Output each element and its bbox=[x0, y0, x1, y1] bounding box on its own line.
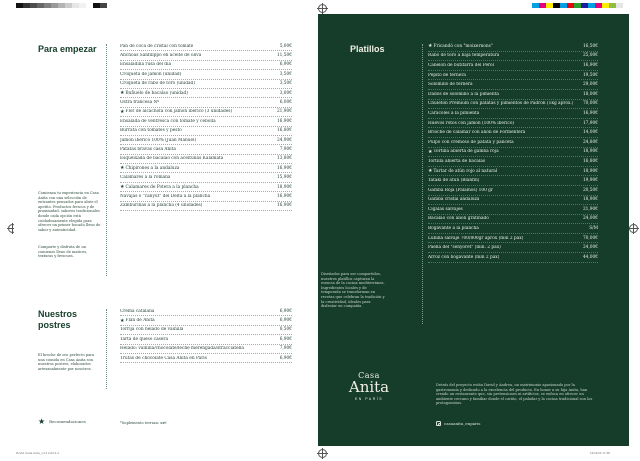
registration-mark-icon bbox=[318, 449, 327, 458]
menu-item bbox=[428, 253, 598, 263]
logo-casa: Casa bbox=[358, 371, 380, 380]
menu-page-left bbox=[14, 14, 316, 446]
menu-item-price: 25,00€ bbox=[582, 53, 598, 59]
menu-item bbox=[120, 80, 292, 89]
menu-item bbox=[428, 157, 598, 167]
menu-item-label: Burrata con tomates y pesto bbox=[120, 128, 182, 134]
color-swatch bbox=[100, 3, 107, 8]
menu-item-price: 18,90€ bbox=[582, 197, 598, 203]
menu-item-name bbox=[120, 156, 223, 161]
menu-item bbox=[428, 109, 598, 119]
menu-item-label: Croqueta de rabo de toro (unidad) bbox=[120, 81, 195, 87]
menu-item-name bbox=[120, 356, 207, 361]
menu-item-label: Flan de Anita bbox=[125, 318, 155, 324]
menu-item-label: Pepito de ternera bbox=[428, 72, 466, 78]
menu-item-name bbox=[428, 82, 473, 87]
color-swatch bbox=[574, 3, 581, 8]
menu-item bbox=[120, 183, 292, 192]
menu-item bbox=[428, 71, 598, 81]
menu-item-price: 19,90€ bbox=[582, 178, 598, 184]
menu-item bbox=[120, 307, 292, 316]
menu-item-name bbox=[428, 207, 463, 212]
footnote-suplemento: *Suplemento terraza: xx€ bbox=[120, 421, 167, 425]
menu-item-price: 3,50€ bbox=[279, 71, 292, 77]
menu-item-price: 16,80€ bbox=[276, 128, 292, 134]
menu-item bbox=[428, 128, 598, 138]
menu-item-price: 24,90€ bbox=[276, 137, 292, 143]
menu-item-price: 8,50€ bbox=[279, 327, 292, 333]
star-icon: ★ bbox=[120, 108, 125, 115]
menu-item-label: Gamba cristal andaluza bbox=[428, 197, 480, 203]
menu-item-price: 6,90€ bbox=[279, 62, 292, 68]
legend-recomendaciones bbox=[38, 417, 86, 426]
menu-item-price: 18,00€ bbox=[582, 91, 598, 97]
menu-item-price: 6,90€ bbox=[279, 355, 292, 361]
menu-item-label: Caracoles a la pimienta bbox=[428, 110, 480, 116]
menu-item-label: Calamares a la romana bbox=[120, 175, 171, 181]
menu-item bbox=[120, 61, 292, 70]
menu-item-label: Canelón de butifarra del Perol bbox=[428, 62, 495, 68]
menu-item bbox=[428, 90, 598, 100]
menu-item-name bbox=[120, 165, 179, 171]
menu-item bbox=[120, 70, 292, 79]
menu-item-price: S/M bbox=[589, 226, 598, 232]
menu-item bbox=[120, 136, 292, 145]
star-icon: ★ bbox=[38, 417, 46, 426]
menu-item bbox=[428, 243, 598, 253]
color-swatch bbox=[16, 3, 23, 8]
menu-item-name bbox=[120, 337, 168, 342]
star-icon: ★ bbox=[120, 317, 125, 324]
menu-item bbox=[120, 316, 292, 325]
menu-item-label: Trufas de chocolate Casa Anita en París bbox=[120, 355, 207, 361]
menu-item-price: 16,90€ bbox=[276, 203, 292, 209]
menu-item bbox=[120, 108, 292, 117]
menu-item-price: 6,90€ bbox=[279, 308, 292, 314]
menu-item-name bbox=[120, 194, 210, 199]
menu-item-price: 16,90€ bbox=[582, 110, 598, 116]
platillos-paragraph: Diseñados para ser compartidos, nuestros platillos capturan la esencia de la cocina mediterránea. Ingredientes locales y de temporada se transforman en recetas que celebran la tradición y la creatividad, ideales para disfrutar en compañía. bbox=[321, 272, 385, 309]
menu-item bbox=[120, 127, 292, 136]
instagram-label: casaanita_enparis bbox=[444, 421, 481, 426]
color-swatch bbox=[602, 3, 609, 8]
menu-item-name bbox=[428, 216, 489, 221]
color-swatch bbox=[93, 3, 100, 8]
menu-item bbox=[120, 89, 292, 98]
menu-item-price: 13,80€ bbox=[276, 156, 292, 162]
color-swatch bbox=[86, 3, 93, 8]
registration-mark-icon bbox=[318, 4, 327, 13]
print-slug-right: 12/11/24 17:48 bbox=[590, 451, 610, 455]
menu-item bbox=[428, 61, 598, 71]
color-swatch bbox=[58, 3, 65, 8]
menu-item-price: 6,90€ bbox=[279, 336, 292, 342]
menu-item-label: Lubina salvaje 700/800gr aprox (min 2 pax) bbox=[428, 235, 524, 241]
menu-item bbox=[428, 234, 598, 244]
menu-item-name bbox=[120, 175, 170, 180]
menu-item-price: 17,90€ bbox=[582, 120, 598, 126]
menu-item-name bbox=[120, 203, 202, 208]
menu-item bbox=[428, 176, 598, 186]
menu-item-name bbox=[428, 159, 485, 164]
color-swatch bbox=[51, 3, 58, 8]
menu-item-name bbox=[428, 53, 499, 58]
menu-item-name bbox=[428, 140, 514, 145]
menu-list-platillos bbox=[428, 42, 598, 263]
menu-list-para-empezar bbox=[120, 42, 292, 211]
menu-item-name bbox=[120, 346, 244, 351]
divider-vertical bbox=[106, 44, 107, 276]
color-swatch bbox=[65, 3, 72, 8]
menu-item-label: Anchoas Sanfilippo en aceite de oliva bbox=[120, 53, 202, 59]
menu-item bbox=[120, 354, 292, 363]
menu-item-price: 70,00€ bbox=[582, 235, 598, 241]
menu-item-label: Ensalada de ventresca con tomate y cebolla bbox=[120, 118, 216, 124]
color-bar-left bbox=[16, 3, 107, 8]
menu-item-label: Tarta de queso casera bbox=[120, 336, 169, 342]
menu-item-label: Croqueta de jamón (unidad) bbox=[120, 71, 182, 77]
instagram-handle[interactable] bbox=[436, 421, 480, 426]
menu-item-name bbox=[120, 119, 216, 124]
menu-item-label: Pulpo con cremoso de patata y panceta bbox=[428, 139, 514, 145]
menu-page-right bbox=[318, 14, 629, 446]
menu-item-name bbox=[428, 226, 479, 231]
menu-item-label: Navajas o "canyut" del Delta a la plancha bbox=[120, 193, 211, 199]
menu-item-label: Cigalas salvajes bbox=[428, 206, 463, 212]
menu-item bbox=[428, 119, 598, 129]
color-swatch bbox=[567, 3, 574, 8]
menu-item-price: 6,90€ bbox=[279, 318, 292, 324]
menu-item-price: 18,90€ bbox=[582, 149, 598, 155]
menu-item-price: 16,90€ bbox=[582, 62, 598, 68]
menu-item-price: 16,50€ bbox=[582, 43, 598, 49]
menu-item-name bbox=[120, 128, 182, 133]
menu-item bbox=[428, 205, 598, 215]
section-title-postres-2: postres bbox=[38, 320, 71, 330]
color-swatch bbox=[44, 3, 51, 8]
menu-item-name bbox=[120, 81, 195, 86]
menu-item-name bbox=[120, 184, 199, 190]
menu-item bbox=[120, 173, 292, 182]
section-title-postres-1: Nuestros bbox=[38, 309, 78, 319]
menu-item-label: Huevos rotos con jamón (100% ibérico) bbox=[428, 120, 515, 126]
star-icon: ★ bbox=[428, 168, 433, 175]
menu-item bbox=[120, 335, 292, 344]
menu-item-label: Flor de alcachofa con jamón ibérico (3 unidades) bbox=[125, 109, 233, 115]
menu-item-price: 21,90€ bbox=[582, 206, 598, 212]
menu-item-label: Chuletón Premium con patatas y pimientos de Padrón (1kg aprox.) bbox=[428, 101, 574, 107]
menu-item-name bbox=[120, 309, 154, 314]
menu-item-name bbox=[120, 109, 232, 115]
star-icon: ★ bbox=[120, 165, 125, 172]
menu-item-label: Crema catalana bbox=[120, 308, 155, 314]
menu-item-name bbox=[428, 149, 499, 155]
color-swatch bbox=[616, 3, 623, 8]
menu-item bbox=[120, 51, 292, 60]
menu-item-label: Zamburiñas a la plancha (4 unidades) bbox=[120, 203, 203, 209]
menu-item-name bbox=[120, 44, 193, 49]
menu-item-price: 11,50€ bbox=[276, 53, 292, 59]
menu-item-label: Chipirones a la andaluza bbox=[125, 165, 180, 171]
star-icon: ★ bbox=[428, 43, 433, 50]
menu-item-price: 70,00€ bbox=[582, 101, 598, 107]
menu-item-price: 5,00€ bbox=[279, 43, 292, 49]
menu-item-price: 16,90€ bbox=[276, 193, 292, 199]
menu-item bbox=[428, 80, 598, 90]
menu-item-label: Paella del "senyoret" (mín. 2 pax) bbox=[428, 245, 501, 251]
menu-item-label: Esqueixada de bacalao con aceitunas Kalamata bbox=[120, 156, 224, 162]
menu-item-price: 24,80€ bbox=[582, 139, 598, 145]
menu-item-name bbox=[428, 255, 499, 260]
menu-item bbox=[428, 186, 598, 196]
star-icon: ★ bbox=[428, 148, 433, 155]
menu-item-price: 7,90€ bbox=[279, 146, 292, 152]
menu-item-name bbox=[120, 138, 196, 143]
menu-item-name bbox=[428, 43, 493, 49]
menu-item bbox=[120, 345, 292, 354]
menu-item bbox=[428, 100, 598, 110]
menu-item-price: 24,00€ bbox=[582, 245, 598, 251]
menu-item-label: Bogavante a la plancha bbox=[428, 226, 479, 232]
menu-item bbox=[120, 42, 292, 51]
menu-item-label: Brioche de calamar con alioli de Formentera bbox=[428, 130, 526, 136]
menu-item bbox=[120, 192, 292, 201]
section-title-platillos: Platillos bbox=[350, 44, 385, 54]
menu-item-name bbox=[120, 62, 171, 67]
menu-item-price: 44,00€ bbox=[582, 254, 598, 260]
intro-paragraph-2: Comparte y disfruta de un comienzo lleno de matices, texturas y frescura. bbox=[38, 245, 88, 259]
menu-item-name bbox=[428, 73, 466, 78]
color-swatch bbox=[72, 3, 79, 8]
menu-item-label: Bacalao con alioli gratinado bbox=[428, 216, 489, 222]
color-swatch bbox=[532, 3, 539, 8]
menu-item bbox=[428, 42, 598, 52]
section-title-para-empezar: Para empezar bbox=[38, 44, 97, 54]
menu-item-label: Ostra francesa Nº bbox=[120, 100, 160, 106]
color-swatch bbox=[588, 3, 595, 8]
menu-item-price: 18,90€ bbox=[582, 168, 598, 174]
menu-item bbox=[120, 145, 292, 154]
menu-item-name bbox=[120, 100, 159, 105]
menu-item-label: Rabo de toro a baja temperatura bbox=[428, 53, 500, 59]
menu-item-price: 18,90€ bbox=[276, 184, 292, 190]
color-swatch bbox=[79, 3, 86, 8]
menu-item bbox=[428, 52, 598, 62]
menu-item-price: 16,90€ bbox=[276, 118, 292, 124]
menu-item-name bbox=[428, 130, 525, 135]
menu-item bbox=[428, 215, 598, 225]
color-swatch bbox=[23, 3, 30, 8]
menu-item-price: 16,80€ bbox=[582, 158, 598, 164]
menu-item-name bbox=[428, 197, 479, 202]
menu-item-name bbox=[428, 178, 479, 183]
print-slug-left: DinA4 Carta Anita_v4 2.indd 3-4 bbox=[16, 451, 59, 455]
menu-item bbox=[120, 117, 292, 126]
menu-item bbox=[120, 164, 292, 173]
menu-item bbox=[120, 202, 292, 211]
menu-item-price: 15,90€ bbox=[276, 175, 292, 181]
menu-item-price: 3,00€ bbox=[279, 90, 292, 96]
menu-item-price: 20,50€ bbox=[582, 187, 598, 193]
menu-item-label: Calamares de Potera a la plancha bbox=[125, 184, 199, 190]
color-swatch bbox=[595, 3, 602, 8]
logo-anita: Anita bbox=[348, 378, 390, 396]
menu-item-name bbox=[120, 90, 188, 96]
menu-item-label: Jamón ibérico 100% (Juan Manuel) bbox=[120, 137, 197, 143]
divider-vertical-postres bbox=[106, 309, 107, 389]
color-swatch bbox=[546, 3, 553, 8]
menu-item bbox=[120, 98, 292, 107]
menu-item-name bbox=[428, 188, 493, 193]
color-swatch bbox=[37, 3, 44, 8]
menu-item-label: Tortilla abierta de gamba roja bbox=[433, 149, 499, 155]
menu-item-label: Gamba Roja (Palamós) 100 gr bbox=[428, 187, 493, 193]
menu-item-label: Dados de solomillo a la pimienta bbox=[428, 91, 499, 97]
color-bar-right bbox=[532, 3, 623, 8]
menu-item-price: 24,00€ bbox=[582, 216, 598, 222]
menu-item bbox=[428, 224, 598, 234]
menu-item-label: Fricandó con "moixernons" bbox=[433, 43, 493, 49]
casa-anita-logo bbox=[341, 371, 397, 401]
legend-label: Recomendaciones bbox=[49, 419, 86, 424]
menu-item-label: Torrija con helado de vainilla bbox=[120, 327, 184, 333]
menu-item-name bbox=[120, 327, 183, 332]
menu-item-name bbox=[120, 147, 176, 152]
menu-item bbox=[428, 196, 598, 206]
menu-item-price: 14,00€ bbox=[582, 130, 598, 136]
postres-paragraph: El broche de oro perfecto para una comida en Casa Anita son nuestros postres, elaborados artesanalmente por nosotros. bbox=[38, 353, 95, 371]
menu-item bbox=[428, 148, 598, 158]
menu-item-label: Pan de coca de cristal con tomate bbox=[120, 43, 194, 49]
registration-mark-icon bbox=[629, 224, 638, 233]
menu-item-name bbox=[120, 318, 155, 324]
menu-item bbox=[428, 138, 598, 148]
menu-item-name bbox=[428, 236, 523, 241]
menu-item bbox=[120, 155, 292, 164]
color-swatch bbox=[539, 3, 546, 8]
divider-vertical bbox=[422, 44, 423, 324]
menu-item-price: 19,50€ bbox=[582, 72, 598, 78]
menu-item-price: 6,00€ bbox=[279, 100, 292, 106]
menu-item-label: Tartar de atún rojo al natural bbox=[433, 168, 498, 174]
color-swatch bbox=[553, 3, 560, 8]
menu-item-price: 3,50€ bbox=[279, 81, 292, 87]
star-icon: ★ bbox=[120, 184, 125, 191]
menu-item-name bbox=[428, 111, 479, 116]
menu-item-price: 21,90€ bbox=[276, 109, 292, 115]
menu-item-label: Solomillo de ternera bbox=[428, 82, 473, 88]
intro-paragraph: Comienza tu experiencia en Casa Anita con una selección de entrantes pensados para abrir el apetito. Productos frescos y de proximidad, sabores tradicionales donde cada opción está cuidadosamente elegida para ofrecer un primer bocado lleno de sabor y autenticidad. bbox=[38, 191, 101, 232]
instagram-icon bbox=[436, 421, 441, 426]
menu-list-postres bbox=[120, 307, 292, 363]
menu-item-name bbox=[428, 101, 573, 106]
menu-item-label: Arroz con bogavante (mín 2 pax) bbox=[428, 254, 500, 260]
menu-item bbox=[120, 326, 292, 335]
color-swatch bbox=[581, 3, 588, 8]
star-icon: ★ bbox=[120, 90, 125, 97]
logo-city: EN PARÍS bbox=[354, 397, 384, 401]
menu-item-price: 29,00€ bbox=[582, 82, 598, 88]
menu-item-label: Ensaladilla rusa del día bbox=[120, 62, 172, 68]
menu-item-name bbox=[428, 63, 494, 68]
menu-item bbox=[428, 167, 598, 177]
color-swatch bbox=[609, 3, 616, 8]
color-swatch bbox=[30, 3, 37, 8]
menu-item-name bbox=[428, 245, 501, 250]
menu-item-label: Patatas bravas casa Anita bbox=[120, 146, 176, 152]
menu-item-price: 7,90€ bbox=[279, 346, 292, 352]
menu-item-name bbox=[120, 53, 201, 58]
menu-item-name bbox=[428, 121, 514, 126]
menu-item-label: Tataki de atún (Blanfin) bbox=[428, 178, 480, 184]
menu-item-label: Tortilla abierta de bacalao bbox=[428, 158, 486, 164]
menu-item-name bbox=[428, 92, 499, 97]
menu-item-label: Helado: vainilla/chocolate/leche merengada/stracciatella bbox=[120, 346, 244, 352]
menu-item-price: 16,90€ bbox=[276, 165, 292, 171]
about-paragraph: Detrás del proyecto están David y Andrea, un matrimonio apasionado por la gastronomía y dedicado a la excelencia del producto. En honor a su hija Anita, han creado un restaurante que, sin pretensiones ni artificios, se enfoca en ofrecer un ambiente cercano y familiar donde el cariño, el paladar y la cocina tradicional son los protagonistas. bbox=[436, 383, 593, 406]
menu-item-name bbox=[428, 168, 497, 174]
menu-item-name bbox=[120, 72, 181, 77]
color-swatch bbox=[560, 3, 567, 8]
menu-item-label: Buñuelo de bacalao (unidad) bbox=[125, 90, 188, 96]
